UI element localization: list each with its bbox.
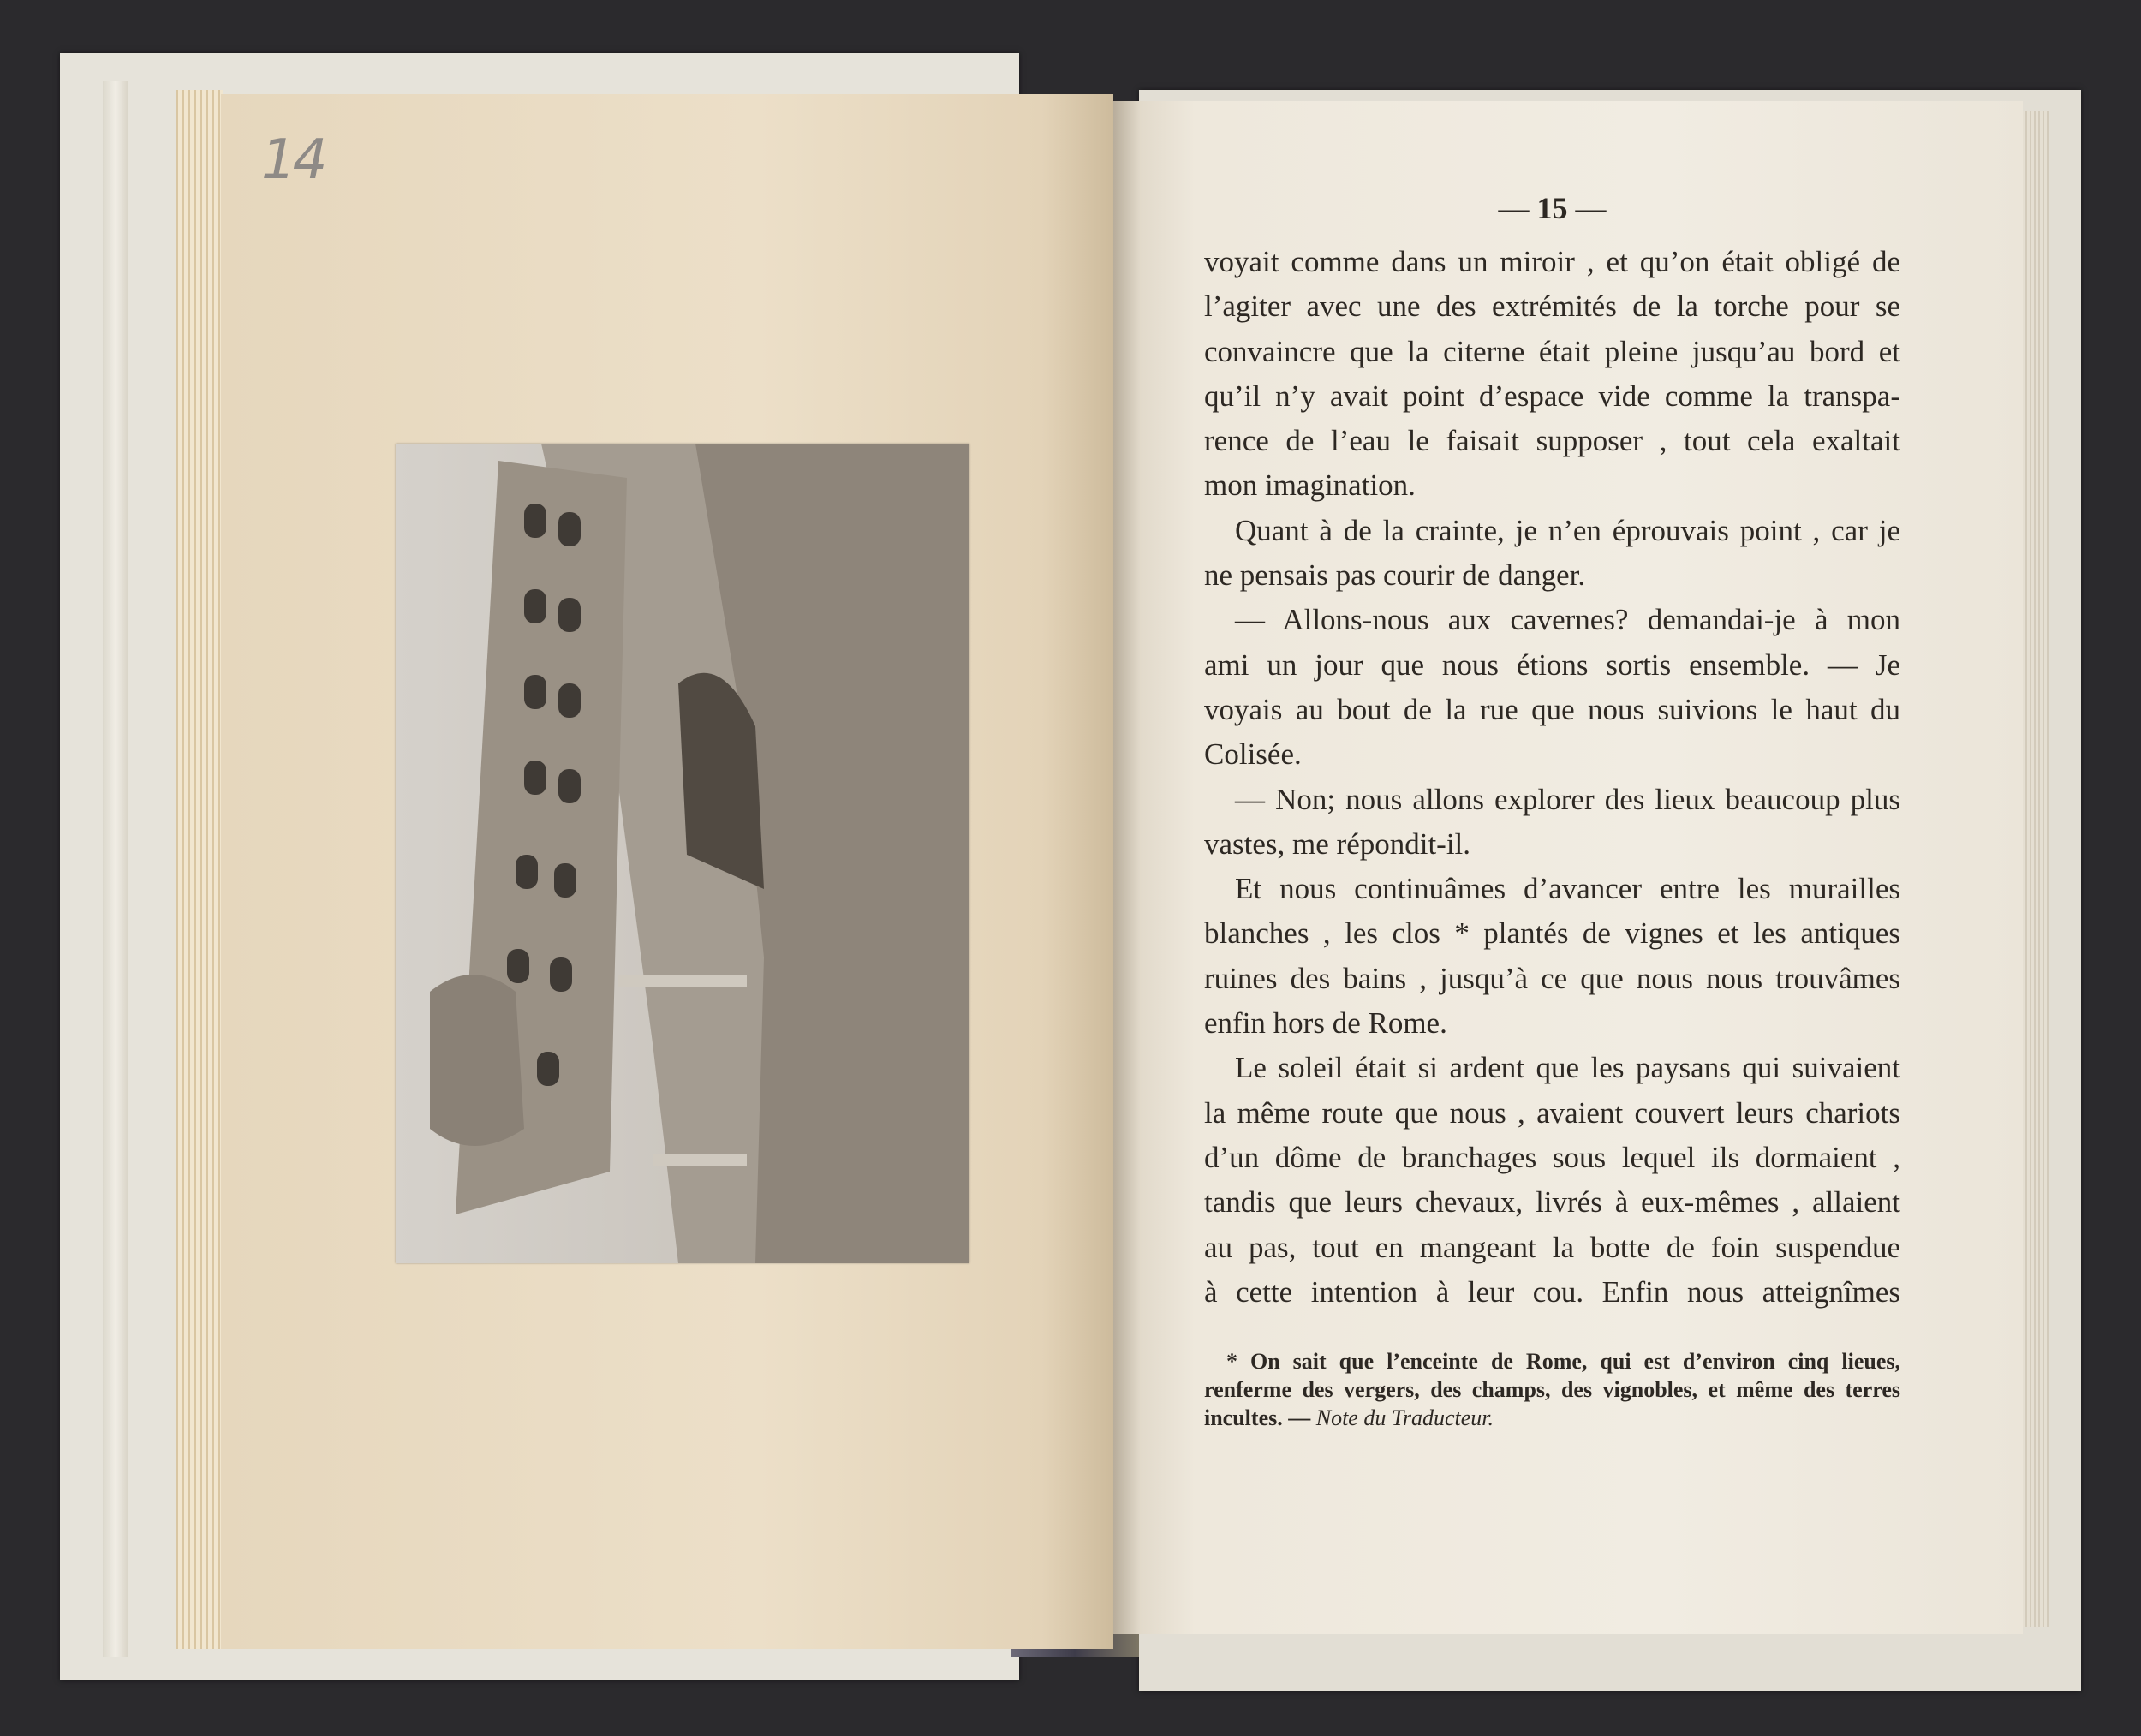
page-edges <box>176 90 223 1649</box>
footnote <box>1204 1347 1900 1432</box>
footnote-line: renferme des vergers, des champs, des vignobles, et même des terres <box>1204 1377 1900 1402</box>
text-line: — Non; nous allons explorer des lieux beaucoup plus <box>1235 782 1900 816</box>
footnote-text: incultes. — <box>1204 1405 1316 1430</box>
right-page-edges <box>2023 111 2049 1627</box>
text-line: enfin hors de Rome. <box>1204 1006 1447 1041</box>
text-line: à cette intention à leur cou. Enfin nous atteignîmes <box>1204 1274 1900 1309</box>
text-line: mon imagination. <box>1204 468 1416 503</box>
text-line: voyait comme dans un miroir , et qu’on était obligé de <box>1204 245 1900 278</box>
text-line: Colisée. <box>1204 737 1302 772</box>
translator-note: Note du Traducteur. <box>1315 1405 1494 1430</box>
text-line: rence de l’eau le faisait supposer , tout cela exaltait <box>1204 424 1900 458</box>
text-line: vastes, me répondit-il. <box>1204 826 1471 861</box>
body-text <box>1204 240 1900 1315</box>
text-line: Le soleil était si ardent que les paysans qui suivaient <box>1235 1051 1900 1085</box>
colosseum-photograph <box>396 444 969 1263</box>
text-line: qu’il n’y avait point d’espace vide comme la transpa- <box>1204 379 1900 413</box>
footnote-line <box>1204 1404 1900 1432</box>
text-line: l’agiter avec une des extrémités de la torche pour se <box>1204 289 1900 324</box>
text-line: voyais au bout de la rue que nous suivions le haut du <box>1204 692 1900 726</box>
text-line: au pas, tout en mangeant la botte de foin suspendue <box>1204 1230 1900 1264</box>
text-line: convaincre que la citerne était pleine jusqu’au bord et <box>1204 334 1900 368</box>
photo-image <box>396 444 969 1263</box>
text-line: la même route que nous , avaient couvert leurs chariots <box>1204 1095 1900 1130</box>
cover-fold <box>103 81 128 1657</box>
text-line: d’un dôme de branchages sous lequel ils dormaient , <box>1204 1140 1900 1174</box>
text-line: ne pensais pas courir de danger. <box>1204 558 1586 593</box>
footnote-line: * On sait que l’enceinte de Rome, qui est d’environ cinq lieues, <box>1226 1349 1900 1374</box>
text-line: tandis que leurs chevaux, livrés à eux-mêmes , allaient <box>1204 1185 1900 1220</box>
handwritten-page-number: 14 <box>261 128 325 192</box>
text-line: — Allons-nous aux cavernes? demandai-je à mon <box>1235 603 1900 637</box>
page-number: — 15 — <box>1498 191 1607 225</box>
text-line: blanches , les clos * plantés de vignes et les antiques <box>1204 916 1900 951</box>
text-line: ruines des bains , jusqu’à ce que nous nous trouvâmes <box>1204 961 1900 995</box>
text-line: ami un jour que nous étions sortis ensemble. — Je <box>1204 647 1900 682</box>
text-line: Quant à de la crainte, je n’en éprouvais point , car je <box>1235 513 1900 547</box>
text-line: Et nous continuâmes d’avancer entre les murailles <box>1235 872 1900 906</box>
